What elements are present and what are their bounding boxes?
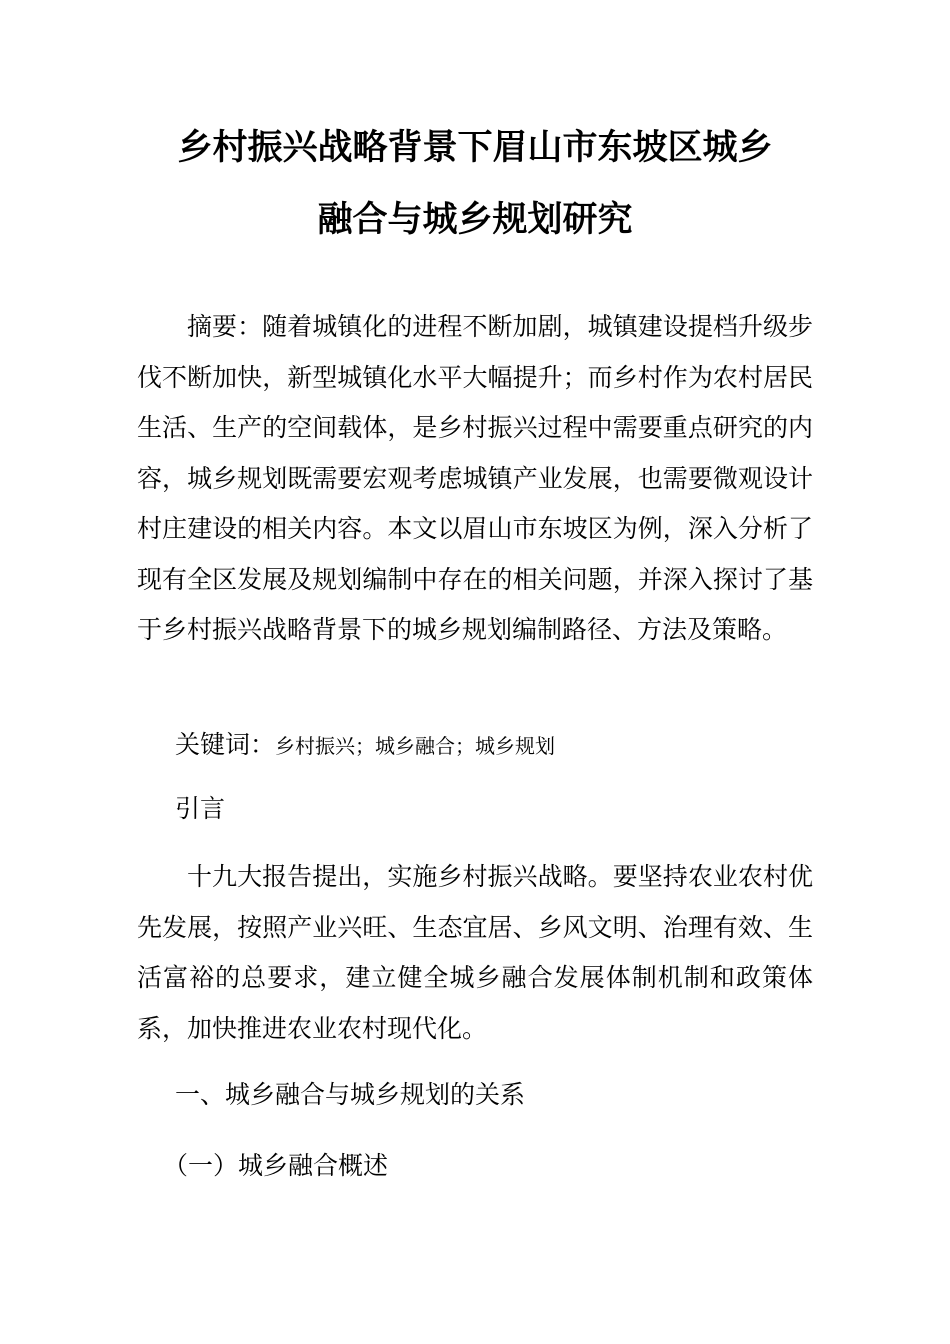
document-title-line-1: 乡村振兴战略背景下眉山市东坡区城乡 (177, 128, 773, 168)
section-1-heading: 一、城乡融合与城乡规划的关系 (175, 1080, 526, 1109)
keywords-label: 关键词： (175, 730, 276, 759)
abstract-paragraph: 摘要：随着城镇化的进程不断加剧，城镇建设提档升级步伐不断加快，新型城镇化水平大幅提升；而乡村作为农村居民生活、生产的空间载体，是乡村振兴过程中需要重点研究的内容，城乡规划既需要宏观考虑城镇产业发展，也需要微观设计村庄建设的相关内容。本文以眉山市东坡区为例，深入分析了现有全区发展及规划编制中存在的相关问题，并深入探讨了基于乡村振兴战略背景下的城乡规划编制路径、方法及策略。 (137, 312, 813, 644)
document-title-line-2: 融合与城乡规划研究 (317, 200, 633, 240)
section-1-1-heading: （一）城乡融合概述 (163, 1151, 389, 1180)
keywords-values: 乡村振兴；城乡融合；城乡规划 (275, 734, 556, 758)
keywords-line (175, 727, 555, 764)
intro-paragraph: 十九大报告提出，实施乡村振兴战略。要坚持农业农村优先发展，按照产业兴旺、生态宜居、乡风文明、治理有效、生活富裕的总要求，建立健全城乡融合发展体制机制和政策体系，加快推进农业农村现代化。 (137, 862, 813, 1043)
intro-heading: 引言 (175, 794, 226, 823)
